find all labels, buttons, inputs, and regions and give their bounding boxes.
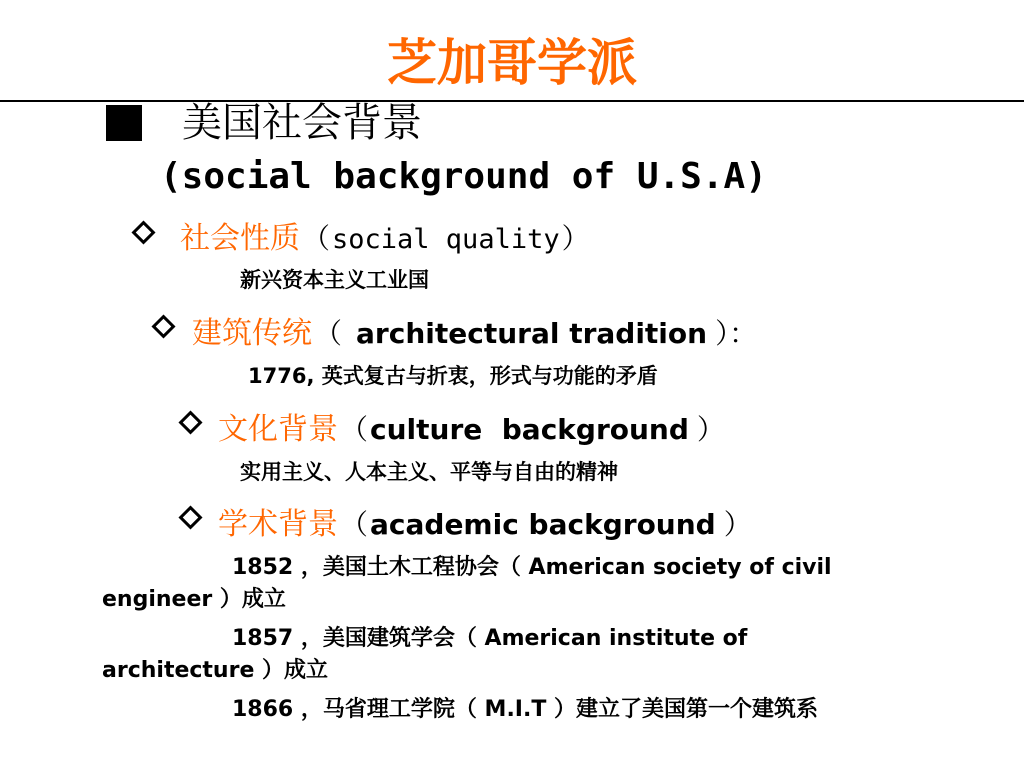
- diamond-bullet-icon: [178, 410, 202, 434]
- event-paragraph: 1866 ，马省理工学院（ M.I.T ）建立了美国第一个建筑系: [232, 697, 819, 722]
- item-label-cn: 社会性质: [180, 221, 300, 256]
- item-open-paren: （: [314, 317, 343, 350]
- diamond-bullet-icon: [131, 220, 155, 244]
- item-open-paren: （: [302, 222, 331, 255]
- item-detail: 新兴资本主义工业国: [240, 268, 429, 292]
- item-label-en: academic background: [370, 508, 716, 541]
- item-detail: 实用主义、人本主义、平等与自由的精神: [240, 460, 618, 484]
- item-label-cn: 学术背景: [218, 507, 338, 542]
- item-close-paren: ）: [723, 508, 752, 541]
- item-close-paren: ）：: [715, 317, 758, 350]
- item-label-cn: 建筑传统: [192, 316, 312, 351]
- item-close-paren: ）: [696, 413, 725, 446]
- title-divider: [0, 100, 1024, 102]
- item-label-cn: 文化背景: [218, 412, 338, 447]
- item-label-en: architectural tradition: [356, 317, 708, 350]
- item-social-quality: [180, 213, 590, 257]
- item-label-en: culture background: [370, 413, 689, 446]
- slide-title: 芝加哥学派: [387, 33, 637, 92]
- square-bullet-icon: [106, 105, 142, 141]
- item-open-paren: （: [340, 508, 369, 541]
- item-academic-background: [218, 499, 752, 543]
- event-paragraph: 1852 ，美国土木工程协会（ American society of civil engineer ）成立: [102, 555, 832, 612]
- item-architectural-tradition: [192, 308, 757, 352]
- section-heading-cn: 美国社会背景: [182, 100, 422, 146]
- item-detail: 1776, 英式复古与折衷，形式与功能的矛盾: [248, 364, 658, 388]
- section-heading-en: (social background of U.S.A): [160, 156, 767, 197]
- item-close-paren: ）: [561, 222, 590, 255]
- item-label-en: social quality: [332, 224, 560, 255]
- diamond-bullet-icon: [178, 505, 202, 529]
- event-paragraph: 1857 ，美国建筑学会（ American institute of architecture ）成立: [102, 626, 748, 683]
- diamond-bullet-icon: [151, 314, 175, 338]
- item-culture-background: [218, 404, 725, 448]
- item-open-paren: （: [340, 413, 369, 446]
